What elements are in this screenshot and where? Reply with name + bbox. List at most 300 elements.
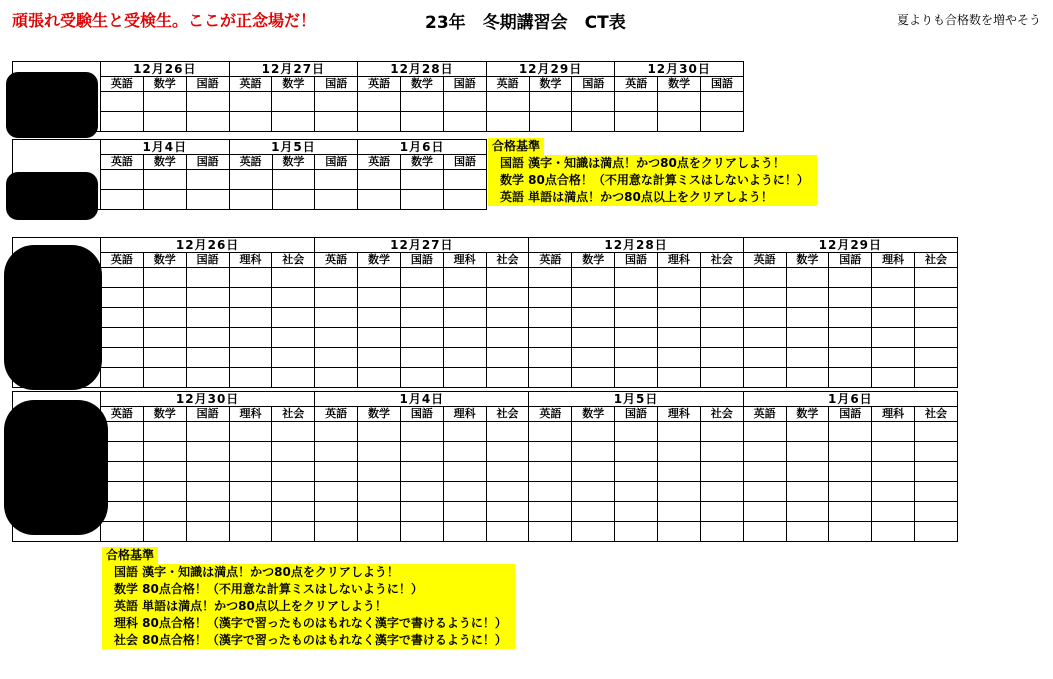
score-cell[interactable]: [743, 502, 786, 522]
score-cell[interactable]: [272, 112, 315, 132]
subject-header: 理科: [443, 253, 486, 268]
score-cell[interactable]: [615, 522, 658, 542]
subject-header: 国語: [186, 253, 229, 268]
score-cell[interactable]: [229, 170, 272, 190]
score-cell[interactable]: [143, 442, 186, 462]
score-cell[interactable]: [272, 190, 315, 210]
score-cell[interactable]: [615, 368, 658, 388]
score-cell[interactable]: [786, 268, 829, 288]
score-cell[interactable]: [829, 502, 872, 522]
score-cell[interactable]: [743, 462, 786, 482]
score-cell[interactable]: [915, 422, 958, 442]
score-cell[interactable]: [272, 502, 315, 522]
score-cell[interactable]: [315, 348, 358, 368]
score-cell[interactable]: [529, 112, 572, 132]
score-cell[interactable]: [572, 502, 615, 522]
score-cell[interactable]: [743, 328, 786, 348]
score-cell[interactable]: [615, 328, 658, 348]
score-cell[interactable]: [143, 502, 186, 522]
score-cell[interactable]: [101, 268, 144, 288]
score-cell[interactable]: [486, 92, 529, 112]
score-cell[interactable]: [615, 422, 658, 442]
score-cell[interactable]: [101, 170, 144, 190]
score-cell[interactable]: [657, 442, 700, 462]
score-cell[interactable]: [743, 368, 786, 388]
score-cell[interactable]: [272, 422, 315, 442]
score-cell[interactable]: [186, 482, 229, 502]
score-cell[interactable]: [229, 368, 272, 388]
score-cell[interactable]: [829, 422, 872, 442]
score-cell[interactable]: [529, 308, 572, 328]
subject-header: 国語: [829, 253, 872, 268]
score-cell[interactable]: [315, 112, 358, 132]
score-cell[interactable]: [400, 328, 443, 348]
score-cell[interactable]: [143, 462, 186, 482]
score-cell[interactable]: [272, 170, 315, 190]
score-cell[interactable]: [743, 442, 786, 462]
score-cell[interactable]: [229, 308, 272, 328]
subject-header: 英語: [743, 407, 786, 422]
score-cell[interactable]: [143, 328, 186, 348]
score-cell[interactable]: [315, 170, 358, 190]
score-cell[interactable]: [872, 522, 915, 542]
score-cell[interactable]: [572, 522, 615, 542]
score-cell[interactable]: [872, 502, 915, 522]
score-cell[interactable]: [786, 368, 829, 388]
score-cell[interactable]: [101, 522, 144, 542]
score-cell[interactable]: [101, 348, 144, 368]
score-cell[interactable]: [443, 112, 486, 132]
score-cell[interactable]: [229, 422, 272, 442]
score-cell[interactable]: [400, 288, 443, 308]
score-cell[interactable]: [143, 482, 186, 502]
score-cell[interactable]: [186, 170, 229, 190]
score-cell[interactable]: [315, 328, 358, 348]
score-cell[interactable]: [486, 482, 529, 502]
score-cell[interactable]: [400, 462, 443, 482]
score-cell[interactable]: [315, 502, 358, 522]
score-cell[interactable]: [700, 482, 743, 502]
score-cell[interactable]: [272, 522, 315, 542]
score-cell[interactable]: [615, 502, 658, 522]
score-cell[interactable]: [786, 442, 829, 462]
score-cell[interactable]: [358, 522, 401, 542]
score-cell[interactable]: [615, 92, 658, 112]
score-cell[interactable]: [743, 422, 786, 442]
score-cell[interactable]: [657, 482, 700, 502]
score-cell[interactable]: [529, 422, 572, 442]
score-cell[interactable]: [400, 348, 443, 368]
score-cell[interactable]: [529, 522, 572, 542]
score-cell[interactable]: [186, 368, 229, 388]
score-cell[interactable]: [572, 462, 615, 482]
score-cell[interactable]: [529, 268, 572, 288]
score-cell[interactable]: [872, 288, 915, 308]
subject-header: 英語: [529, 253, 572, 268]
small-table-block-1: [12, 61, 744, 132]
score-cell[interactable]: [743, 288, 786, 308]
score-cell[interactable]: [700, 328, 743, 348]
score-cell[interactable]: [572, 422, 615, 442]
score-cell[interactable]: [143, 170, 186, 190]
score-cell[interactable]: [443, 328, 486, 348]
score-cell[interactable]: [143, 348, 186, 368]
score-cell[interactable]: [700, 522, 743, 542]
score-cell[interactable]: [315, 190, 358, 210]
score-cell[interactable]: [229, 288, 272, 308]
score-cell[interactable]: [700, 288, 743, 308]
subject-header: 理科: [872, 253, 915, 268]
score-cell[interactable]: [358, 112, 401, 132]
score-cell[interactable]: [743, 308, 786, 328]
score-cell[interactable]: [400, 422, 443, 442]
score-cell[interactable]: [400, 268, 443, 288]
score-cell[interactable]: [272, 328, 315, 348]
score-cell[interactable]: [315, 92, 358, 112]
score-cell[interactable]: [829, 462, 872, 482]
score-cell[interactable]: [486, 422, 529, 442]
score-cell[interactable]: [743, 522, 786, 542]
score-cell[interactable]: [615, 112, 658, 132]
score-cell[interactable]: [829, 328, 872, 348]
score-cell[interactable]: [272, 268, 315, 288]
score-cell[interactable]: [915, 442, 958, 462]
score-cell[interactable]: [658, 92, 701, 112]
score-cell[interactable]: [443, 92, 486, 112]
score-cell[interactable]: [872, 268, 915, 288]
score-cell[interactable]: [358, 462, 401, 482]
score-cell[interactable]: [657, 522, 700, 542]
subject-header: 数学: [786, 253, 829, 268]
score-cell[interactable]: [358, 422, 401, 442]
score-cell[interactable]: [743, 348, 786, 368]
score-cell[interactable]: [358, 482, 401, 502]
score-cell[interactable]: [572, 442, 615, 462]
score-cell[interactable]: [401, 92, 444, 112]
score-cell[interactable]: [101, 328, 144, 348]
score-cell[interactable]: [657, 422, 700, 442]
score-cell[interactable]: [657, 502, 700, 522]
subject-header: 社会: [486, 253, 529, 268]
score-cell[interactable]: [529, 482, 572, 502]
score-cell[interactable]: [229, 348, 272, 368]
score-cell[interactable]: [400, 308, 443, 328]
score-cell[interactable]: [700, 442, 743, 462]
score-cell[interactable]: [272, 442, 315, 462]
score-cell[interactable]: [657, 268, 700, 288]
score-cell[interactable]: [443, 288, 486, 308]
score-cell[interactable]: [443, 502, 486, 522]
score-cell[interactable]: [872, 442, 915, 462]
score-cell[interactable]: [915, 308, 958, 328]
score-cell[interactable]: [786, 482, 829, 502]
score-cell[interactable]: [315, 308, 358, 328]
score-cell[interactable]: [358, 268, 401, 288]
score-cell[interactable]: [143, 112, 186, 132]
score-cell[interactable]: [229, 190, 272, 210]
score-cell[interactable]: [315, 462, 358, 482]
score-cell[interactable]: [186, 502, 229, 522]
score-cell[interactable]: [444, 190, 487, 210]
score-cell[interactable]: [700, 502, 743, 522]
score-cell[interactable]: [657, 328, 700, 348]
score-cell[interactable]: [529, 368, 572, 388]
score-cell[interactable]: [186, 462, 229, 482]
score-cell[interactable]: [358, 288, 401, 308]
score-cell[interactable]: [486, 502, 529, 522]
score-cell[interactable]: [786, 522, 829, 542]
score-cell[interactable]: [829, 482, 872, 502]
score-cell[interactable]: [615, 482, 658, 502]
score-cell[interactable]: [358, 442, 401, 462]
score-cell[interactable]: [701, 112, 744, 132]
score-cell[interactable]: [786, 502, 829, 522]
score-cell[interactable]: [529, 502, 572, 522]
score-cell[interactable]: [186, 522, 229, 542]
score-cell[interactable]: [915, 462, 958, 482]
score-cell[interactable]: [443, 348, 486, 368]
score-cell[interactable]: [229, 522, 272, 542]
score-cell[interactable]: [700, 348, 743, 368]
score-cell[interactable]: [486, 462, 529, 482]
score-cell[interactable]: [529, 442, 572, 462]
score-cell[interactable]: [101, 308, 144, 328]
score-cell[interactable]: [915, 522, 958, 542]
score-cell[interactable]: [443, 268, 486, 288]
score-cell[interactable]: [443, 522, 486, 542]
score-cell[interactable]: [743, 268, 786, 288]
score-cell[interactable]: [615, 442, 658, 462]
score-cell[interactable]: [101, 368, 144, 388]
score-cell[interactable]: [872, 368, 915, 388]
score-cell[interactable]: [143, 190, 186, 210]
subject-header: 国語: [829, 407, 872, 422]
score-cell[interactable]: [915, 482, 958, 502]
score-cell[interactable]: [572, 92, 615, 112]
score-cell[interactable]: [443, 308, 486, 328]
score-cell[interactable]: [915, 268, 958, 288]
score-cell[interactable]: [143, 288, 186, 308]
score-cell[interactable]: [186, 268, 229, 288]
subject-header: 数学: [143, 77, 186, 92]
score-cell[interactable]: [400, 482, 443, 502]
score-cell[interactable]: [615, 348, 658, 368]
score-cell[interactable]: [915, 288, 958, 308]
score-cell[interactable]: [743, 482, 786, 502]
score-cell[interactable]: [186, 92, 229, 112]
score-cell[interactable]: [229, 268, 272, 288]
subject-header: 数学: [401, 155, 444, 170]
score-cell[interactable]: [486, 328, 529, 348]
score-cell[interactable]: [186, 112, 229, 132]
score-cell[interactable]: [143, 522, 186, 542]
score-cell[interactable]: [229, 112, 272, 132]
score-cell[interactable]: [358, 348, 401, 368]
score-cell[interactable]: [486, 442, 529, 462]
score-cell[interactable]: [358, 92, 401, 112]
score-cell[interactable]: [486, 522, 529, 542]
score-cell[interactable]: [101, 288, 144, 308]
score-cell[interactable]: [315, 368, 358, 388]
score-cell[interactable]: [615, 288, 658, 308]
score-cell[interactable]: [529, 288, 572, 308]
score-cell[interactable]: [272, 368, 315, 388]
score-cell[interactable]: [872, 348, 915, 368]
score-cell[interactable]: [700, 462, 743, 482]
score-cell[interactable]: [186, 288, 229, 308]
score-cell[interactable]: [786, 288, 829, 308]
score-cell[interactable]: [915, 348, 958, 368]
score-cell[interactable]: [272, 288, 315, 308]
subject-header: 国語: [615, 253, 658, 268]
score-cell[interactable]: [657, 368, 700, 388]
score-cell[interactable]: [700, 422, 743, 442]
score-cell[interactable]: [358, 368, 401, 388]
score-cell[interactable]: [143, 422, 186, 442]
score-cell[interactable]: [486, 112, 529, 132]
score-cell[interactable]: [829, 368, 872, 388]
score-cell[interactable]: [872, 462, 915, 482]
score-cell[interactable]: [529, 328, 572, 348]
score-cell[interactable]: [872, 308, 915, 328]
score-cell[interactable]: [529, 348, 572, 368]
score-cell[interactable]: [186, 422, 229, 442]
score-cell[interactable]: [315, 442, 358, 462]
score-cell[interactable]: [229, 502, 272, 522]
score-cell[interactable]: [143, 92, 186, 112]
score-cell[interactable]: [272, 92, 315, 112]
score-cell[interactable]: [786, 422, 829, 442]
score-cell[interactable]: [701, 92, 744, 112]
score-cell[interactable]: [272, 482, 315, 502]
score-cell[interactable]: [829, 348, 872, 368]
score-cell[interactable]: [143, 308, 186, 328]
score-cell[interactable]: [572, 348, 615, 368]
score-cell[interactable]: [400, 442, 443, 462]
score-cell[interactable]: [401, 112, 444, 132]
score-cell[interactable]: [657, 308, 700, 328]
criteria-line: 英語 単語は満点！かつ80点以上をクリアしよう！: [102, 598, 515, 615]
score-cell[interactable]: [872, 482, 915, 502]
score-cell[interactable]: [143, 268, 186, 288]
score-cell[interactable]: [443, 442, 486, 462]
score-cell[interactable]: [143, 368, 186, 388]
score-cell[interactable]: [443, 462, 486, 482]
score-cell[interactable]: [229, 482, 272, 502]
score-cell[interactable]: [444, 170, 487, 190]
score-cell[interactable]: [186, 442, 229, 462]
score-cell[interactable]: [829, 268, 872, 288]
score-cell[interactable]: [915, 328, 958, 348]
score-cell[interactable]: [615, 308, 658, 328]
score-cell[interactable]: [786, 328, 829, 348]
score-cell[interactable]: [572, 328, 615, 348]
score-cell[interactable]: [315, 482, 358, 502]
score-cell[interactable]: [486, 308, 529, 328]
criteria-line: 社会 80点合格！（漢字で習ったものはもれなく漢字で書けるように！）: [102, 632, 515, 649]
score-cell[interactable]: [829, 522, 872, 542]
score-cell[interactable]: [401, 170, 444, 190]
score-cell[interactable]: [657, 288, 700, 308]
score-cell[interactable]: [572, 368, 615, 388]
score-cell[interactable]: [915, 368, 958, 388]
score-cell[interactable]: [786, 462, 829, 482]
score-cell[interactable]: [529, 92, 572, 112]
score-cell[interactable]: [358, 308, 401, 328]
score-cell[interactable]: [315, 422, 358, 442]
score-cell[interactable]: [700, 268, 743, 288]
score-cell[interactable]: [572, 482, 615, 502]
score-cell[interactable]: [572, 288, 615, 308]
score-cell[interactable]: [229, 462, 272, 482]
score-cell[interactable]: [272, 462, 315, 482]
score-cell[interactable]: [486, 368, 529, 388]
score-cell[interactable]: [700, 308, 743, 328]
score-cell[interactable]: [229, 442, 272, 462]
score-cell[interactable]: [358, 190, 401, 210]
score-cell[interactable]: [229, 328, 272, 348]
score-cell[interactable]: [486, 288, 529, 308]
score-cell[interactable]: [615, 462, 658, 482]
score-cell[interactable]: [400, 522, 443, 542]
score-cell[interactable]: [358, 502, 401, 522]
score-cell[interactable]: [872, 328, 915, 348]
score-cell[interactable]: [400, 368, 443, 388]
score-cell[interactable]: [315, 522, 358, 542]
score-cell[interactable]: [615, 268, 658, 288]
score-cell[interactable]: [186, 348, 229, 368]
score-cell[interactable]: [101, 112, 144, 132]
score-cell[interactable]: [872, 422, 915, 442]
score-cell[interactable]: [443, 482, 486, 502]
score-cell[interactable]: [572, 308, 615, 328]
score-cell[interactable]: [400, 502, 443, 522]
score-cell[interactable]: [186, 328, 229, 348]
score-cell[interactable]: [572, 112, 615, 132]
score-cell[interactable]: [829, 442, 872, 462]
score-cell[interactable]: [272, 348, 315, 368]
score-cell[interactable]: [829, 308, 872, 328]
score-cell[interactable]: [829, 288, 872, 308]
score-cell[interactable]: [486, 348, 529, 368]
score-cell[interactable]: [486, 268, 529, 288]
score-cell[interactable]: [657, 348, 700, 368]
score-cell[interactable]: [315, 268, 358, 288]
score-cell[interactable]: [315, 288, 358, 308]
score-cell[interactable]: [657, 462, 700, 482]
score-cell[interactable]: [786, 348, 829, 368]
score-cell[interactable]: [272, 308, 315, 328]
score-cell[interactable]: [443, 422, 486, 442]
score-cell[interactable]: [443, 368, 486, 388]
score-cell[interactable]: [101, 92, 144, 112]
score-cell[interactable]: [658, 112, 701, 132]
score-cell[interactable]: [572, 268, 615, 288]
score-cell[interactable]: [186, 308, 229, 328]
score-cell[interactable]: [915, 502, 958, 522]
score-cell[interactable]: [700, 368, 743, 388]
score-cell[interactable]: [358, 328, 401, 348]
score-cell[interactable]: [229, 92, 272, 112]
score-cell[interactable]: [786, 308, 829, 328]
page-title: 23年 冬期講習会 CT表: [425, 13, 626, 33]
score-cell[interactable]: [101, 190, 144, 210]
score-cell[interactable]: [358, 170, 401, 190]
score-cell[interactable]: [401, 190, 444, 210]
score-cell[interactable]: [529, 462, 572, 482]
score-cell[interactable]: [186, 190, 229, 210]
subject-header: 国語: [444, 155, 487, 170]
